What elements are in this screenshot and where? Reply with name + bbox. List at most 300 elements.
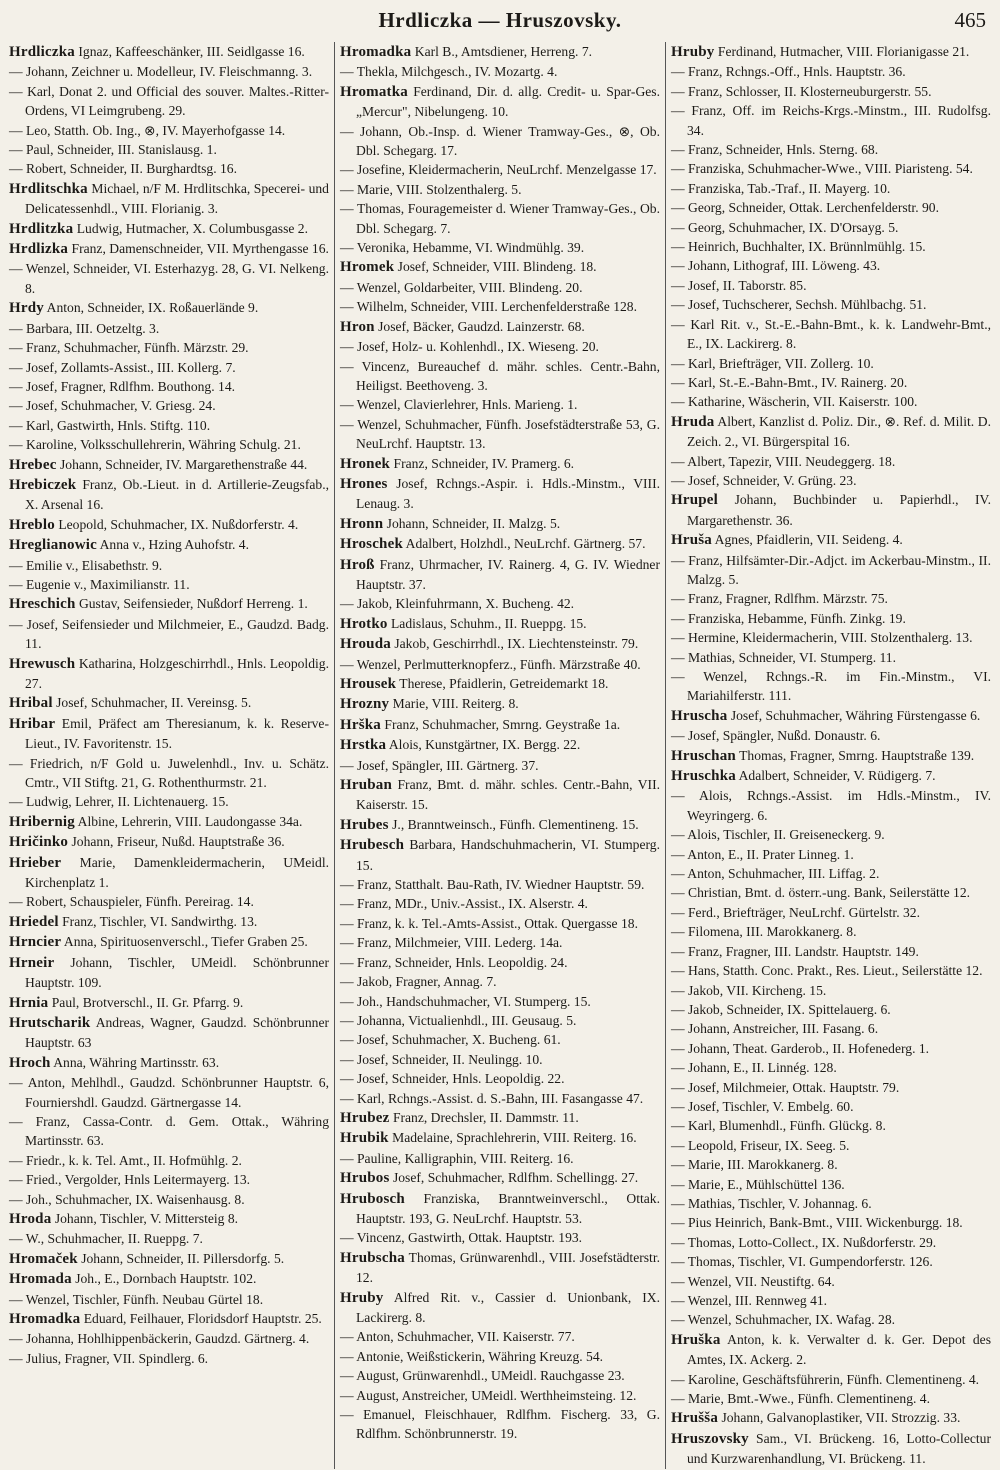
entry-surname: Hrubos	[340, 1170, 390, 1187]
entry-details: Johann, Schneider, II. Pillersdorfg. 5.	[81, 1250, 285, 1266]
entry-details: Franziska, Branntweinverschl., Ottak. Hauptstr. 193, G. NeuLrchf. Hauptstr. 53.	[356, 1190, 660, 1226]
directory-entry	[671, 1429, 991, 1469]
entry-details: — Paul, Schneider, III. Stanislausg. 1.	[9, 142, 217, 157]
entry-details: Alois, Kunstgärtner, IX. Bergg. 22.	[388, 737, 581, 753]
entry-surname: Hrutscharik	[9, 1014, 91, 1031]
directory-entry	[671, 62, 991, 81]
entry-details: — Georg, Schuhmacher, IX. D'Orsayg. 5.	[671, 220, 898, 235]
directory-entry	[340, 1050, 660, 1069]
directory-entry	[9, 754, 329, 793]
directory-entry	[671, 295, 991, 314]
directory-entry	[340, 1405, 660, 1444]
directory-entry	[340, 1108, 660, 1128]
directory-entry	[340, 1128, 660, 1148]
entry-details: — Marie, E., Mühlschüttel 136.	[671, 1177, 845, 1192]
directory-entry	[671, 530, 991, 550]
directory-entry	[9, 319, 329, 338]
entry-details: Marie, VIII. Reiterg. 8.	[392, 696, 519, 712]
entry-details: — Franz, Rchngs.-Off., Hnls. Hauptstr. 36.	[671, 64, 906, 79]
directory-entry	[9, 1053, 329, 1073]
entry-details: — Josef, Schneider, Hnls. Leopoldig. 22.	[340, 1071, 564, 1086]
column-2	[334, 42, 665, 1469]
directory-entry	[671, 140, 991, 159]
entry-details: Jakob, Geschirrhdl., IX. Liechtensteinstr. 79.	[394, 636, 639, 652]
entry-details: Franz, Damenschneider, VII. Myrthengasse 16.	[71, 241, 329, 257]
entry-surname: Hruschka	[671, 768, 736, 785]
entry-surname: Hrnia	[9, 994, 49, 1011]
entry-details: — Pius Heinrich, Bank-Bmt., VIII. Wickenburgg. 18.	[671, 1215, 963, 1230]
entry-details: — Emilie v., Elisabethstr. 9.	[9, 558, 162, 573]
entry-details: — Franziska, Tab.-Traf., II. Mayerg. 10.	[671, 181, 890, 196]
entry-surname: Hrdy	[9, 300, 44, 317]
directory-entry	[9, 1013, 329, 1053]
entry-details: — Franz, Schuhmacher, Fünfh. Märzstr. 29.	[9, 340, 249, 355]
entry-details: Paul, Brotverschl., II. Gr. Pfarrg. 9.	[51, 994, 244, 1010]
directory-entry	[340, 715, 660, 735]
entry-details: — Joh., Handschuhmacher, VI. Stumperg. 15.	[340, 994, 591, 1009]
directory-entry	[9, 1290, 329, 1309]
directory-entry	[340, 415, 660, 454]
directory-entry	[671, 198, 991, 217]
entry-details: — Josef, Spängler, III. Gärtnerg. 37.	[340, 758, 539, 773]
directory-entry	[9, 714, 329, 754]
entry-surname: Hrubik	[340, 1130, 389, 1147]
entry-details: — Albert, Tapezir, VIII. Neudeggerg. 18.	[671, 454, 895, 469]
entry-details: — Alois, Rchngs.-Assist. im Hdls.-Minstm., IV. Weyringerg. 6.	[671, 788, 991, 822]
entry-details: — Wenzel, Rchngs.-R. im Fin.-Minstm., VI. Mariahilferstr. 111.	[671, 669, 991, 703]
directory-entry	[340, 992, 660, 1011]
entry-surname: Hromada	[9, 1271, 72, 1288]
entry-details: Ludwig, Hutmacher, X. Columbusgasse 2.	[76, 220, 308, 236]
directory-entry	[9, 515, 329, 535]
entry-details: Alfred Rit. v., Cassier d. Unionbank, IX. Lackirerg. 8.	[356, 1289, 660, 1325]
directory-entry	[671, 412, 991, 452]
entry-details: Franz, Drechsler, II. Dammstr. 11.	[392, 1109, 579, 1125]
entry-details: — Filomena, III. Marokkanerg. 8.	[671, 924, 857, 939]
entry-details: — Johann, Zeichner u. Modelleur, IV. Fleischmanng. 3.	[9, 64, 312, 79]
directory-entry	[9, 1249, 329, 1269]
directory-entry	[340, 953, 660, 972]
entry-details: — Karoline, Geschäftsführerin, Fünfh. Clementineng. 4.	[671, 1372, 979, 1387]
entry-details: — Thomas, Fouragemeister d. Wiener Tramway-Ges., Ob. Dbl. Schegarg. 7.	[340, 201, 660, 235]
entry-details: Madelaine, Sprachlehrerin, VIII. Reiterg. 16.	[392, 1130, 637, 1146]
directory-entry	[9, 416, 329, 435]
entry-surname: Hruscha	[671, 707, 728, 724]
directory-entry	[9, 377, 329, 396]
entry-details: — Josef, Seifensieder und Milchmeier, E., Gaudzd. Badg. 11.	[9, 617, 329, 651]
entry-details: Josef, Schneider, VIII. Blindeng. 18.	[397, 259, 597, 275]
directory-entry	[9, 832, 329, 852]
entry-details: — Johann, Ob.-Insp. d. Wiener Tramway-Ges., ⊗, Ob. Dbl. Schegarg. 17.	[340, 124, 660, 158]
entry-details: — Friedr., k. k. Tel. Amt., II. Hofmühlg. 2.	[9, 1153, 242, 1168]
running-title: Hrdliczka — Hruszovsky.	[378, 8, 622, 32]
directory-entry	[340, 42, 660, 62]
entry-surname: Hruška	[671, 1331, 721, 1348]
entry-details: — Georg, Schneider, Ottak. Lerchenfelderstr. 90.	[671, 200, 939, 215]
directory-entry	[9, 358, 329, 377]
directory-entry	[9, 338, 329, 357]
entry-details: — Jakob, Schneider, IX. Spittelauerg. 6.	[671, 1002, 891, 1017]
entry-details: — Veronika, Hebamme, VI. Windmühlg. 39.	[340, 240, 584, 255]
directory-entry	[340, 835, 660, 875]
entry-details: — Wenzel, Schuhmacher, Fünfh. Josefstädterstraße 53, G. NeuLrchf. Hauptstr. 13.	[340, 417, 660, 451]
directory-entry	[340, 238, 660, 257]
entry-details: — Karl, Blumenhdl., Fünfh. Glückg. 8.	[671, 1118, 886, 1133]
entry-details: — Alois, Tischler, II. Greiseneckerg. 9.	[671, 827, 885, 842]
directory-entry	[340, 1030, 660, 1049]
directory-entry	[340, 694, 660, 714]
entry-details: Franz, Schuhmacher, Smrng. Geystraße 1a.	[384, 716, 621, 732]
directory-entry	[9, 1170, 329, 1189]
entry-surname: Hrupel	[671, 492, 719, 509]
entry-details: — Ferd., Briefträger, NeuLrchf. Gürtelstr. 32.	[671, 905, 920, 920]
entry-surname: Hrebiczek	[9, 476, 77, 493]
directory-entry	[671, 392, 991, 411]
directory-entry	[340, 594, 660, 613]
directory-entry	[9, 159, 329, 178]
entry-details: — Emanuel, Fleischhauer, Rdlfhm. Fischerg. 33, G. Rdlfhm. Schönbrunnerstr. 19.	[340, 1407, 660, 1441]
entry-details: — Anton, E., II. Prater Linneg. 1.	[671, 847, 854, 862]
entry-details: Johann, Schneider, IV. Margarethenstraße 44.	[59, 456, 308, 472]
entry-details: Anna, Währing Martinsstr. 63.	[53, 1054, 220, 1070]
entry-surname: Hrdliczka	[9, 44, 75, 60]
entry-details: Anton, Schneider, IX. Roßauerlände 9.	[46, 300, 259, 316]
directory-entry	[9, 556, 329, 575]
entry-details: — Karl Rit. v., St.-E.-Bahn-Bmt., k. k. Landwehr-Bmt., E., IX. Lackirerg. 8.	[671, 317, 991, 351]
directory-entry	[671, 1019, 991, 1038]
entry-details: — Heinrich, Buchhalter, IX. Brünnlmühlg. 15.	[671, 239, 926, 254]
entry-details: Thomas, Fragner, Smrng. Hauptstraße 139.	[739, 747, 975, 763]
entry-surname: Hronn	[340, 515, 384, 532]
entry-details: — Eugenie v., Maximilianstr. 11.	[9, 577, 190, 592]
entry-surname: Hrebec	[9, 456, 57, 473]
entry-details: — Franz, Schneider, Hnls. Leopoldig. 24.	[340, 955, 568, 970]
directory-entry	[340, 1069, 660, 1088]
entry-details: Sam., VI. Brückeng. 16, Lotto-Collectur und Kurzwarenhandlung, VI. Brückeng. 11.	[687, 1430, 991, 1467]
page-number: 465	[954, 8, 986, 32]
directory-entry	[9, 475, 329, 515]
entry-surname: Hrotko	[340, 615, 388, 632]
entry-details: Anton, k. k. Verwalter d. k. Ger. Depot des Amtes, IX. Ackerg. 2.	[687, 1331, 991, 1368]
directory-entry	[671, 1000, 991, 1019]
entry-details: — Josef, Schuhmacher, X. Bucheng. 61.	[340, 1032, 561, 1047]
column-3	[665, 42, 996, 1469]
directory-entry	[9, 82, 329, 121]
page-header	[0, 8, 1000, 38]
directory-entry	[9, 1269, 329, 1289]
directory-entry	[340, 1347, 660, 1366]
directory-entry	[9, 1190, 329, 1209]
directory-entry	[340, 815, 660, 835]
entry-details: Franz, Ob.-Lieut. in d. Artillerie-Zeugsfab., X. Arsenal 16.	[25, 476, 330, 513]
directory-entry	[671, 628, 991, 647]
entry-details: Franz, Bmt. d. mähr. schles. Centr.-Bahn, VII. Kaiserstr. 15.	[356, 777, 660, 813]
directory-entry	[9, 1329, 329, 1348]
entry-surname: Hroda	[9, 1210, 52, 1227]
directory-entry	[671, 942, 991, 961]
entry-details: Franz, Tischler, VI. Sandwirthg. 13.	[62, 913, 258, 929]
directory-entry	[671, 1194, 991, 1213]
entry-surname: Hruda	[671, 413, 715, 430]
directory-entry	[9, 912, 329, 932]
directory-entry	[671, 903, 991, 922]
directory-entry	[340, 875, 660, 894]
directory-entry	[340, 199, 660, 238]
entry-details: — Franz, k. k. Tel.-Amts-Assist., Ottak. Quergasse 18.	[340, 916, 638, 931]
entry-details: Anna v., Hzing Auhofstr. 4.	[99, 537, 250, 553]
entry-details: — Karl, Donat 2. und Official des souver. Maltes.-Ritter-Ordens, VI Leimgrubeng. 29.	[9, 84, 329, 118]
directory-entry	[340, 317, 660, 337]
entry-details: — Franz, Statthalt. Bau-Rath, IV. Wiedner Hauptstr. 59.	[340, 877, 644, 892]
directory-entry	[671, 42, 991, 62]
entry-details: Ignaz, Kaffeeschänker, III. Seidlgasse 16.	[78, 44, 305, 59]
entry-details: — Wenzel, Clavierlehrer, Hnls. Marieng. 1.	[340, 397, 577, 412]
entry-details: — Hans, Statth. Conc. Prakt., Res. Lieut., Seilerstätte 12.	[671, 963, 983, 978]
directory-entry	[340, 62, 660, 81]
directory-entry	[671, 961, 991, 980]
directory-entry	[671, 490, 991, 530]
directory-entry	[9, 1151, 329, 1170]
directory-entry	[671, 159, 991, 178]
entry-details: — Fried., Vergolder, Hnls Leitermayerg. 13.	[9, 1172, 250, 1187]
directory-entry	[9, 1209, 329, 1229]
directory-entry	[9, 298, 329, 318]
directory-entry	[9, 219, 329, 239]
entry-details: — Wilhelm, Schneider, VIII. Lerchenfelderstraße 128.	[340, 299, 637, 314]
entry-details: — Julius, Fragner, VII. Spindlerg. 6.	[9, 1351, 208, 1366]
directory-entry	[671, 766, 991, 786]
entry-details: Emil, Präfect am Theresianum, k. k. Reserve-Lieut., IV. Favoritenstr. 15.	[25, 715, 329, 752]
entry-details: Thomas, Grünwarenhdl., VIII. Josefstädterstr. 12.	[356, 1249, 661, 1286]
directory-entry	[671, 589, 991, 608]
entry-details: — August, Anstreicher, UMeidl. Werthheimsteing. 12.	[340, 1388, 636, 1403]
directory-entry	[671, 1310, 991, 1329]
entry-details: Karl B., Amtsdiener, Herreng. 7.	[414, 44, 593, 59]
entry-surname: Hruby	[340, 1289, 384, 1306]
entry-details: Josef, Rchngs.-Aspir. i. Hdls.-Minstm., VIII. Lenaug. 3.	[356, 475, 661, 512]
entry-details: — Jakob, VII. Kircheng. 15.	[671, 983, 826, 998]
directory-entry	[340, 180, 660, 199]
entry-details: Eduard, Feilhauer, Floridsdorf Hauptstr. 25.	[83, 1311, 322, 1326]
directory-entry	[671, 452, 991, 471]
directory-entry	[671, 609, 991, 628]
directory-entry	[9, 259, 329, 298]
entry-details: — Barbara, III. Oetzeltg. 3.	[9, 321, 159, 336]
directory-entry	[340, 297, 660, 316]
entry-details: — Wenzel, Perlmutterknopferz., Fünfh. Märzstraße 40.	[340, 657, 641, 672]
entry-details: J., Branntweinsch., Fünfh. Clementineng. 15.	[392, 816, 639, 832]
directory-entry	[671, 1252, 991, 1271]
entry-details: — Johann, E., II. Linnég. 128.	[671, 1060, 837, 1075]
entry-details: — Karl, St.-E.-Bahn-Bmt., IV. Rainerg. 20.	[671, 375, 907, 390]
entry-surname: Hruša	[671, 532, 713, 549]
entry-details: — Franz, Milchmeier, VIII. Lederg. 14a.	[340, 935, 562, 950]
entry-details: Marie, Damenkleidermacherin, UMeidl. Kirchenplatz 1.	[25, 854, 329, 891]
directory-entry	[340, 1189, 660, 1229]
entry-details: Josef, Schuhmacher, II. Vereinsg. 5.	[56, 695, 252, 711]
entry-details: — Josef, Schuhmacher, V. Griesg. 24.	[9, 398, 216, 413]
directory-entry	[340, 655, 660, 674]
directory-entry	[340, 357, 660, 396]
entry-details: — Thomas, Lotto-Collect., IX. Nußdorferstr. 29.	[671, 1235, 936, 1250]
entry-details: — Friedrich, n/F Gold u. Juwelenhdl., Inv. u. Schätz. Cmtr., VII Stiftg. 21, G. Rothenthurmstr. 21.	[9, 756, 329, 790]
directory-entry	[9, 42, 329, 62]
entry-details: — Thomas, Tischler, VI. Gumpendorferstr. 126.	[671, 1254, 933, 1269]
entry-surname: Hron	[340, 318, 375, 335]
entry-details: Barbara, Handschuhmacherin, VI. Stumperg. 15.	[356, 837, 660, 873]
directory-entry	[340, 1366, 660, 1385]
entry-surname: Hrstka	[340, 737, 387, 754]
directory-entry	[9, 932, 329, 952]
entry-details: — Josef, Milchmeier, Ottak. Hauptstr. 79.	[671, 1080, 899, 1095]
entry-surname: Hrdlizka	[9, 241, 69, 258]
entry-details: — Katharine, Wäscherin, VII. Kaiserstr. 100.	[671, 394, 917, 409]
directory-entry	[9, 121, 329, 140]
entry-details: Josef, Bäcker, Gaudzd. Lainzerstr. 68.	[378, 318, 585, 334]
entry-details: — Franz, Hilfsämter-Dir.-Adjct. im Ackerbau-Minstm., II. Malzg. 5.	[671, 553, 991, 587]
directory-entry	[340, 555, 660, 595]
entry-surname: Hruban	[340, 777, 393, 794]
entry-details: — Wenzel, III. Rennweg 41.	[671, 1293, 827, 1308]
directory-entry	[340, 514, 660, 534]
directory-entry	[671, 1175, 991, 1194]
directory-entry	[671, 1058, 991, 1077]
entry-details: — Thekla, Milchgesch., IV. Mozartg. 4.	[340, 64, 557, 79]
entry-surname: Hroch	[9, 1054, 51, 1071]
entry-details: — Marie, VIII. Stolzenthalerg. 5.	[340, 182, 521, 197]
directory-entry	[671, 1330, 991, 1370]
directory-entry	[9, 435, 329, 454]
entry-details: — Josef, Fragner, Rdlfhm. Bouthong. 14.	[9, 379, 235, 394]
entry-details: — Johanna, Victualienhdl., III. Geusaug. 5.	[340, 1013, 576, 1028]
entry-surname: Hrška	[340, 716, 382, 733]
entry-details: Agnes, Pfaidlerin, VII. Seideng. 4.	[714, 532, 903, 548]
directory-entry	[9, 594, 329, 614]
entry-surname: Hrubosch	[340, 1190, 405, 1207]
entry-details: Johann, Schneider, II. Malzg. 5.	[386, 515, 561, 531]
entry-details: — Franz, Fragner, Rdlfhm. Märzstr. 75.	[671, 591, 888, 606]
entry-surname: Hrouda	[340, 636, 391, 653]
entry-details: — Josef, Holz- u. Kohlenhdl., IX. Wieseng. 20.	[340, 339, 599, 354]
directory-entry	[340, 914, 660, 933]
directory-entry	[340, 1168, 660, 1188]
directory-entry	[340, 278, 660, 297]
directory-entry	[340, 735, 660, 755]
directory-entry	[9, 535, 329, 555]
directory-entry	[671, 237, 991, 256]
entry-surname: Hribar	[9, 715, 56, 732]
directory-entry	[340, 614, 660, 634]
entry-details: Franz, Uhrmacher, IV. Rainerg. 4, G. IV. Wiedner Hauptstr. 37.	[356, 556, 660, 592]
directory-entry	[671, 82, 991, 101]
directory-entry	[340, 1386, 660, 1405]
entry-details: — Jakob, Kleinfuhrmann, X. Bucheng. 42.	[340, 596, 574, 611]
entry-details: — Johanna, Hohlhippenbäckerin, Gaudzd. Gärtnerg. 4.	[9, 1331, 309, 1346]
directory-entry	[340, 775, 660, 815]
directory-entry	[671, 1097, 991, 1116]
directory-entry	[340, 1327, 660, 1346]
directory-entry	[671, 101, 991, 140]
directory-entry	[671, 1213, 991, 1232]
entry-details: Johann, Tischler, UMeidl. Schönbrunner Hauptstr. 109.	[25, 954, 329, 991]
directory-entry	[671, 1389, 991, 1408]
directory-entry	[9, 1309, 329, 1329]
entry-details: — Franz, MDr., Univ.-Assist., IX. Alserstr. 4.	[340, 896, 588, 911]
entry-details: — Karl, Briefträger, VII. Zollerg. 10.	[671, 356, 874, 371]
directory-entry	[671, 706, 991, 726]
entry-details: Leopold, Schuhmacher, IX. Nußdorferstr. 4.	[58, 516, 299, 532]
directory-entry	[9, 1349, 329, 1368]
directory-entry	[340, 1228, 660, 1247]
directory-entry	[671, 922, 991, 941]
directory-entry	[671, 845, 991, 864]
entry-details: — Vincenz, Bureauchef d. mähr. schles. Centr.-Bahn, Heiligst. Beethoveng. 3.	[340, 359, 660, 393]
entry-surname: Hrušša	[671, 1410, 719, 1427]
entry-surname: Hrdlitschka	[9, 180, 88, 197]
directory-entry	[671, 1136, 991, 1155]
directory-entry	[671, 1370, 991, 1389]
directory-entry	[671, 1155, 991, 1174]
entry-details: — Wenzel, Schneider, VI. Esterhazyg. 28, G. VI. Nelkeng. 8.	[9, 261, 329, 295]
directory-entry	[9, 396, 329, 415]
directory-entry	[9, 615, 329, 654]
directory-entry	[340, 534, 660, 554]
entry-details: Albine, Lehrerin, VIII. Laudongasse 34a.	[77, 813, 303, 829]
entry-details: — Antonie, Weißstickerin, Währing Kreuzg. 54.	[340, 1349, 603, 1364]
entry-details: — Karl, Rchngs.-Assist. d. S.-Bahn, III. Fasangasse 47.	[340, 1091, 643, 1106]
directory-entry	[671, 256, 991, 275]
directory-entry	[9, 239, 329, 259]
entry-details: — Robert, Schauspieler, Fünfh. Pereirag. 14.	[9, 894, 254, 909]
entry-surname: Hronek	[340, 455, 391, 472]
directory-entry	[671, 1272, 991, 1291]
directory-entry	[9, 455, 329, 475]
entry-details: — W., Schuhmacher, II. Rueppg. 7.	[9, 1231, 203, 1246]
directory-entry	[9, 792, 329, 811]
entry-surname: Hroß	[340, 556, 375, 573]
directory-entry	[671, 1039, 991, 1058]
directory-entry	[340, 160, 660, 179]
entry-details: Therese, Pfaidlerin, Getreidemarkt 18.	[399, 676, 609, 691]
entry-surname: Hrubez	[340, 1109, 390, 1126]
directory-entry	[671, 551, 991, 590]
directory-entry	[9, 892, 329, 911]
entry-details: — Anton, Mehlhdl., Gaudzd. Schönbrunner Hauptstr. 6, Fourniershdl. Gaudzd. Gärtnergasse 14.	[9, 1075, 329, 1109]
directory-entry	[671, 1078, 991, 1097]
entry-details: Albert, Kanzlist d. Poliz. Dir., ⊗. Ref. d. Milit. D. Zeich. 2., VI. Bürgerspital 16.	[687, 413, 991, 450]
entry-details: — Franz, Fragner, III. Landstr. Hauptstr. 149.	[671, 944, 919, 959]
entry-surname: Hrdlitzka	[9, 220, 74, 237]
entry-surname: Hribal	[9, 695, 53, 712]
entry-details: — Franziska, Hebamme, Fünfh. Zinkg. 19.	[671, 611, 906, 626]
directory-entry	[340, 674, 660, 694]
directory-entry	[671, 373, 991, 392]
directory-entry	[340, 1248, 660, 1288]
entry-details: — Anton, Schuhmacher, VII. Kaiserstr. 77.	[340, 1329, 575, 1344]
entry-surname: Hruszovsky	[671, 1430, 749, 1447]
directory-entry	[340, 337, 660, 356]
directory-entry	[9, 140, 329, 159]
entry-details: — Wenzel, Goldarbeiter, VIII. Blindeng. 20.	[340, 280, 583, 295]
entry-details: — Wenzel, VII. Neustiftg. 64.	[671, 1274, 835, 1289]
entry-details: — Karl, Gastwirth, Hnls. Stiftg. 110.	[9, 418, 210, 433]
entry-details: — Johann, Lithograf, III. Löweng. 43.	[671, 258, 880, 273]
column-1	[4, 42, 334, 1469]
entry-surname: Hreglianowic	[9, 537, 97, 554]
directory-entry	[9, 693, 329, 713]
entry-details: Michael, n/F M. Hrdlitschka, Specerei- und Delicatessenhdl., VIII. Florianig. 3.	[25, 180, 329, 217]
directory-entry	[671, 825, 991, 844]
